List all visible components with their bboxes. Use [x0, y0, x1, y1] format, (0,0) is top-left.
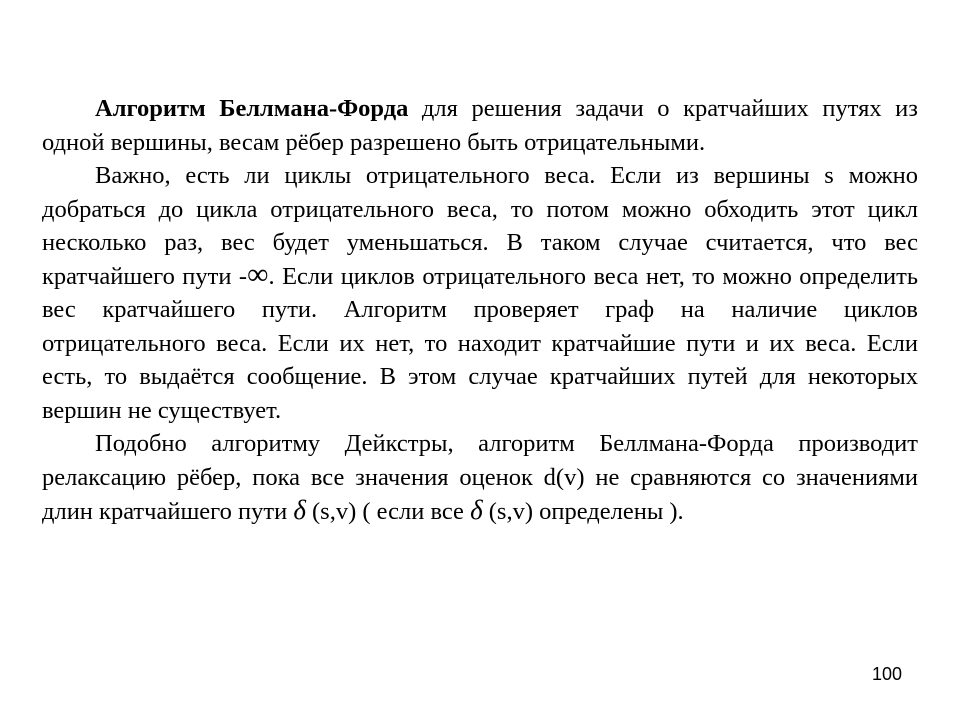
- paragraph-negative-cycles: [42, 159, 918, 427]
- paragraph-text: (s,v) ( если все: [305, 498, 471, 525]
- slide-body: [42, 92, 918, 529]
- paragraph-text: . Если циклов отрицательного веса нет, то можно определить вес кратчайшего пути. Алгоритм проверяет граф на наличие циклов отрицательного веса. Если их нет, то находит кратчайшие пути и их веса. Если есть, то выдаётся сообщение. В этом случае кратчайших путей для некоторых вершин не существует.: [42, 262, 918, 424]
- paragraph-bellman-ford-intro: [42, 92, 918, 159]
- paragraph-text: (s,v) определены ).: [482, 498, 684, 525]
- delta-symbol: δ: [470, 495, 483, 525]
- paragraph-text: Важно, есть ли циклы отрицательного веса. Если из вершины s можно добраться до цикла отрицательного веса, то потом можно обходить этот цикл несколько раз, вес будет уменьшаться. В таком случае считается, что вес кратчайшего пути -: [42, 162, 918, 290]
- paragraph-text: Подобно алгоритму Дейкстры, алгоритм Беллмана-Форда производит релаксацию рёбер, пока все значения оценок d(v) не сравняются со значениями длин кратчайшего пути: [42, 430, 918, 525]
- delta-symbol: δ: [293, 495, 306, 525]
- paragraph-relaxation: [42, 427, 918, 529]
- algorithm-name: Алгоритм Беллмана-Форда: [95, 95, 409, 122]
- infinity-symbol: ∞: [247, 257, 269, 291]
- page-number: 100: [871, 664, 902, 684]
- paragraph-text: для решения задачи о кратчайших путях из одной вершины, весам рёбер разрешено быть отрицательными.: [42, 95, 918, 156]
